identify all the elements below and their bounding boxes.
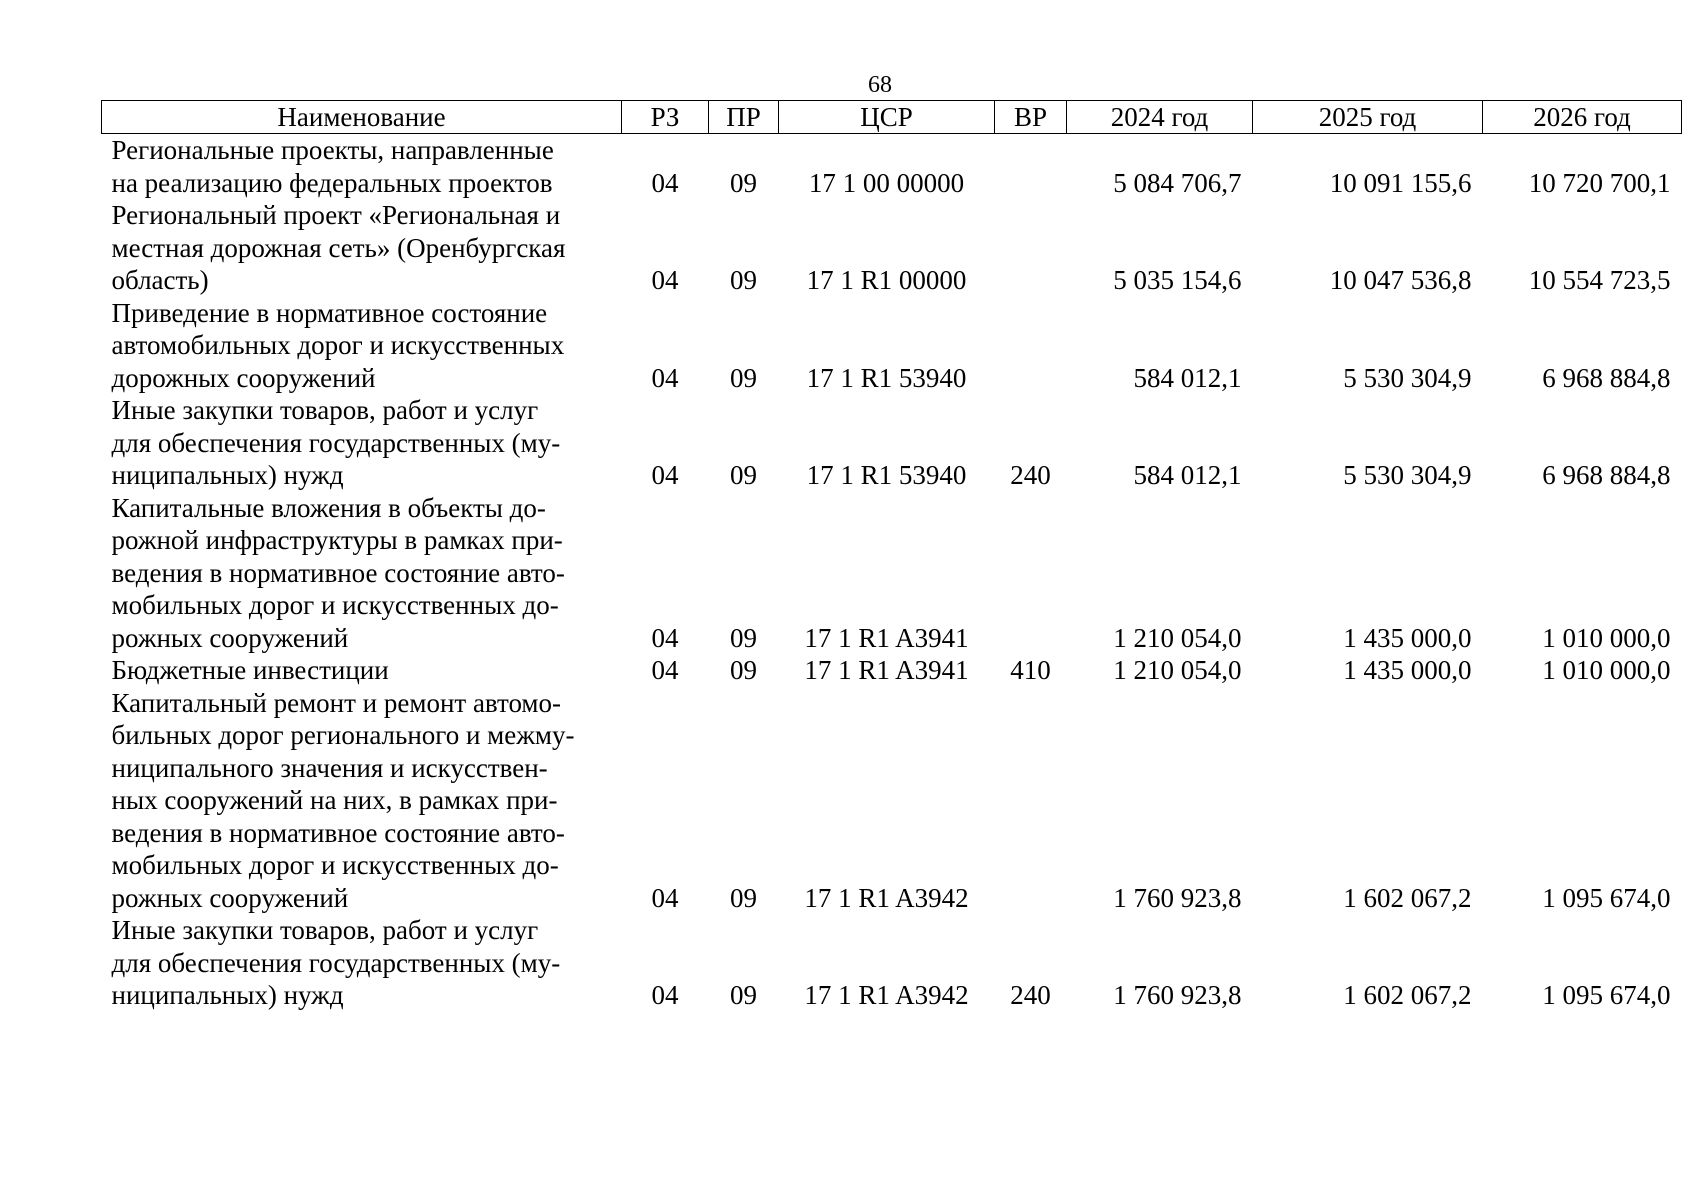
cell-vr — [995, 492, 1067, 655]
cell-pr: 09 — [730, 265, 757, 295]
cell-name-line: Капитальные вложения в объекты до- — [111, 492, 546, 523]
header-2026: 2026 год — [1483, 101, 1682, 134]
cell-rz: 04 — [651, 362, 679, 393]
table-row — [102, 394, 1682, 492]
cell-name-line: рожной инфраструктуры в рамках при- — [111, 525, 563, 555]
cell-name-line: бильных дорог регионального и межму- — [111, 720, 575, 750]
cell-pr: 09 — [730, 622, 757, 653]
cell-name-line: Иные закупки товаров, работ и услуг — [111, 915, 539, 945]
cell-vr — [995, 687, 1067, 915]
cell-csr: 17 1 R1 A3942 — [804, 882, 969, 913]
cell-name-line: ниципальных) нужд — [111, 980, 344, 1010]
cell-name-line: для обеспечения государственных (му- — [111, 947, 561, 978]
cell-rz: 04 — [651, 460, 679, 490]
cell-name-line: мобильных дорог и искусственных до- — [111, 590, 559, 620]
table-row — [102, 914, 1682, 1012]
cell-name — [102, 199, 622, 297]
cell-name — [102, 394, 622, 492]
cell-2024: 1 210 054,0 — [1113, 622, 1242, 653]
cell-name-line: ниципального значения и искусствен- — [111, 752, 548, 783]
cell-2025: 1 435 000,0 — [1343, 655, 1472, 685]
cell-2026: 1 010 000,0 — [1542, 622, 1671, 653]
cell-rz: 04 — [651, 167, 679, 198]
cell-vr: 410 — [1010, 655, 1051, 685]
cell-name-line: ниципальных) нужд — [111, 460, 344, 490]
cell-2025: 10 047 536,8 — [1329, 265, 1472, 295]
cell-pr: 09 — [730, 882, 757, 913]
cell-rz: 04 — [651, 980, 679, 1010]
cell-pr: 09 — [730, 655, 757, 685]
cell-name-line: ведения в нормативное состояние авто- — [111, 557, 565, 588]
cell-name-line: мобильных дорог и искусственных до- — [111, 850, 559, 880]
cell-2025: 1 602 067,2 — [1343, 882, 1472, 913]
cell-name-line: ведения в нормативное состояние авто- — [111, 817, 565, 848]
cell-name-line: Региональные проекты, направленные — [111, 135, 554, 165]
cell-2024: 584 012,1 — [1133, 362, 1242, 393]
cell-pr: 09 — [730, 167, 757, 198]
cell-2025: 10 091 155,6 — [1329, 167, 1472, 198]
table-row — [102, 297, 1682, 395]
cell-name-line: на реализацию федеральных проектов — [111, 167, 553, 198]
cell-2024: 5 035 154,6 — [1113, 265, 1242, 295]
cell-2024: 1 760 923,8 — [1113, 980, 1242, 1010]
cell-vr: 240 — [1010, 980, 1051, 1010]
page-number: 68 — [868, 72, 892, 98]
cell-csr: 17 1 R1 00000 — [806, 265, 967, 295]
cell-vr: 240 — [1010, 460, 1051, 490]
cell-2026: 10 720 700,1 — [1528, 167, 1671, 198]
cell-name-line: Региональный проект «Региональная и — [111, 200, 561, 230]
cell-name-line: местная дорожная сеть» (Оренбургская — [111, 232, 566, 263]
cell-name — [102, 297, 622, 395]
cell-2026: 1 095 674,0 — [1542, 882, 1671, 913]
cell-name — [102, 492, 622, 655]
cell-csr: 17 1 R1 A3942 — [804, 980, 969, 1010]
cell-2025: 5 530 304,9 — [1343, 460, 1472, 490]
header-2025: 2025 год — [1253, 101, 1483, 134]
cell-csr: 17 1 R1 53940 — [806, 460, 967, 490]
cell-rz: 04 — [651, 655, 679, 685]
cell-name — [102, 687, 622, 915]
budget-table — [101, 100, 1682, 1012]
header-2024: 2024 год — [1067, 101, 1253, 134]
cell-name-line: Иные закупки товаров, работ и услуг — [111, 395, 539, 425]
table-row — [102, 492, 1682, 655]
cell-name-line: область) — [111, 265, 209, 295]
cell-name-line: автомобильных дорог и искусственных — [111, 330, 565, 360]
cell-2024: 1 210 054,0 — [1113, 655, 1242, 685]
cell-pr: 09 — [730, 362, 757, 393]
cell-2026: 1 010 000,0 — [1542, 655, 1671, 685]
cell-2024: 584 012,1 — [1133, 460, 1242, 490]
cell-2026: 10 554 723,5 — [1528, 265, 1671, 295]
cell-2026: 1 095 674,0 — [1542, 980, 1671, 1010]
header-rz: РЗ — [622, 101, 709, 134]
cell-csr: 17 1 R1 A3941 — [804, 622, 969, 653]
cell-vr — [995, 134, 1067, 200]
table-row — [102, 687, 1682, 915]
cell-2024: 5 084 706,7 — [1113, 167, 1242, 198]
cell-name-line: рожных сооружений — [111, 622, 349, 653]
table-row — [102, 654, 1682, 687]
cell-name — [102, 134, 622, 200]
cell-csr: 17 1 R1 53940 — [806, 362, 967, 393]
cell-name — [102, 654, 622, 687]
table-body — [102, 134, 1682, 1012]
header-csr: ЦСР — [779, 101, 995, 134]
cell-name-line: ных сооружений на них, в рамках при- — [111, 785, 558, 815]
cell-2026: 6 968 884,8 — [1542, 460, 1671, 490]
header-vr: ВР — [995, 101, 1067, 134]
cell-name-line: Бюджетные инвестиции — [111, 655, 389, 685]
cell-pr: 09 — [730, 980, 757, 1010]
header-name: Наименование — [102, 101, 622, 134]
cell-name-line: дорожных сооружений — [111, 362, 376, 393]
table-row — [102, 134, 1682, 200]
cell-2026: 6 968 884,8 — [1542, 362, 1671, 393]
cell-name-line: Капитальный ремонт и ремонт автомо- — [111, 687, 562, 718]
cell-csr: 17 1 00 00000 — [808, 167, 965, 198]
cell-rz: 04 — [651, 622, 679, 653]
cell-2024: 1 760 923,8 — [1113, 882, 1242, 913]
cell-name-line: для обеспечения государственных (му- — [111, 427, 561, 458]
cell-rz: 04 — [651, 882, 679, 913]
header-pr: ПР — [709, 101, 779, 134]
cell-2025: 5 530 304,9 — [1343, 362, 1472, 393]
cell-name-line: рожных сооружений — [111, 882, 349, 913]
cell-vr — [995, 297, 1067, 395]
table-row — [102, 199, 1682, 297]
table-header — [102, 101, 1682, 134]
cell-2025: 1 435 000,0 — [1343, 622, 1472, 653]
cell-name — [102, 914, 622, 1012]
cell-vr — [995, 199, 1067, 297]
cell-name-line: Приведение в нормативное состояние — [111, 297, 548, 328]
cell-csr: 17 1 R1 A3941 — [804, 655, 969, 685]
cell-pr: 09 — [730, 460, 757, 490]
cell-rz: 04 — [651, 265, 679, 295]
cell-2025: 1 602 067,2 — [1343, 980, 1472, 1010]
